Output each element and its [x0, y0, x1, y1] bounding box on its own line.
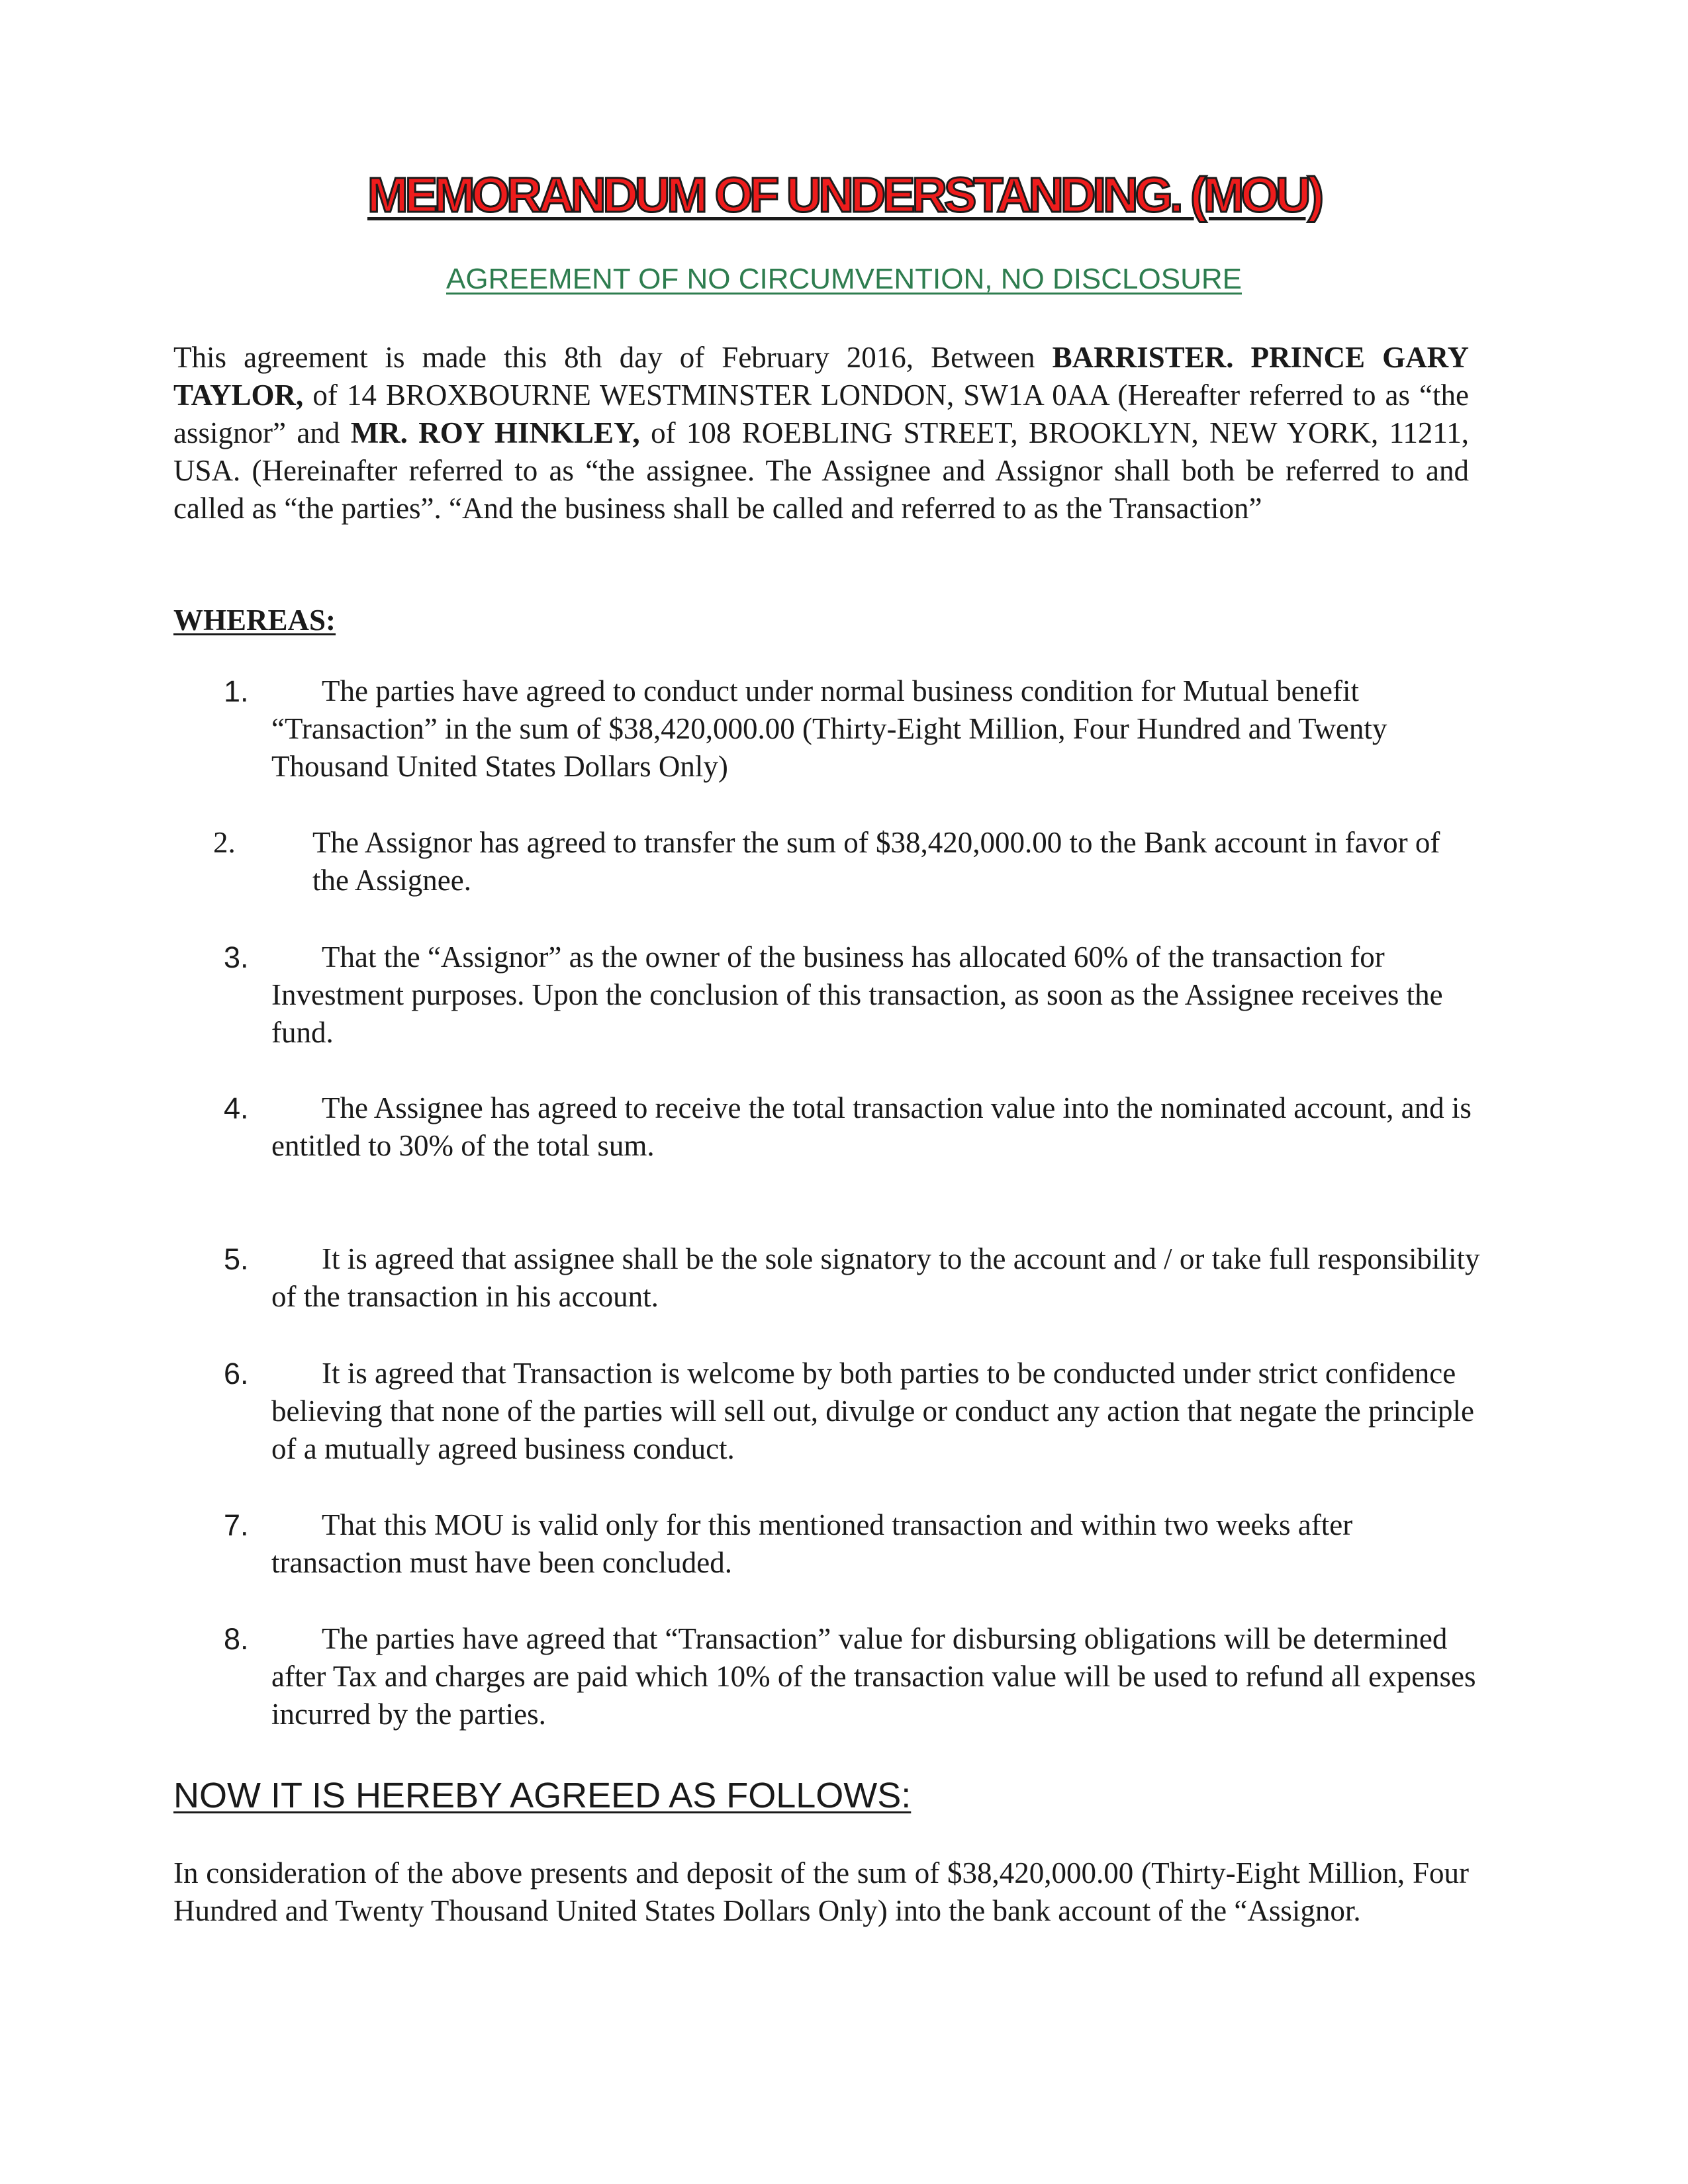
clause-text: The parties have agreed that “Transaction” value for disbursing obligations will be determined after Tax and charges are paid which 10% of the transaction value will be used to refund all expenses incurred by the parties.	[271, 1622, 1476, 1731]
clause-number: 8.	[224, 1622, 249, 1656]
clause-text: The Assignee has agreed to receive the total transaction value into the nominated account, and is entitled to 30% of the total sum.	[271, 1091, 1472, 1162]
document-subtitle: AGREEMENT OF NO CIRCUMVENTION, NO DISCLOSURE	[446, 263, 1242, 295]
intro-paragraph	[173, 339, 1469, 527]
clause-number: 7.	[224, 1508, 249, 1542]
intro-text-2: of 14 BROXBOURNE WESTMINSTER LONDON, SW1A 0AA (Hereafter referred to as “the assignor” and	[173, 379, 1469, 449]
clause-number: 4.	[224, 1091, 249, 1125]
assignee-name: MR. ROY HINKLEY,	[350, 416, 640, 449]
intro-text-1: This agreement is made this 8th day of February 2016, Between	[173, 341, 1053, 374]
assignor-name: BARRISTER. PRINCE GARY TAYLOR,	[173, 341, 1469, 412]
agreed-heading: NOW IT IS HEREBY AGREED AS FOLLOWS:	[173, 1776, 912, 1815]
closing-paragraph: In consideration of the above presents and deposit of the sum of $38,420,000.00 (Thirty-Eight Million, Four Hundred and Twenty Thousand United States Dollars Only) into the bank account of the “Assignor.	[173, 1856, 1469, 1927]
clause-number: 6.	[224, 1357, 249, 1390]
clause-text: That this MOU is valid only for this mentioned transaction and within two weeks after transaction must have been concluded.	[271, 1508, 1353, 1579]
clause-text: That the “Assignor” as the owner of the business has allocated 60% of the transaction for Investment purposes. Upon the conclusion of this transaction, as soon as the Assignee receives the fund.	[271, 940, 1443, 1049]
clause-number: 2.	[213, 826, 236, 859]
document-title: MEMORANDUM OF UNDERSTANDING. (MOU)	[367, 167, 1321, 222]
intro-text-3: of 108 ROEBLING STREET, BROOKLYN, NEW YORK, 11211, USA. (Hereinafter referred to as “the assignee. The Assignee and Assignor shall both be referred to and called as “the parties”. “And the business shall be called and referred to as the Transaction”	[173, 416, 1470, 525]
clause-number: 3.	[224, 940, 249, 974]
whereas-heading: WHEREAS:	[173, 604, 336, 637]
clause-text: It is agreed that assignee shall be the sole signatory to the account and / or take full responsibility of the transaction in his account.	[271, 1242, 1480, 1313]
clause-text: The parties have agreed to conduct under normal business condition for Mutual benefit “Transaction” in the sum of $38,420,000.00 (Thirty-Eight Million, Four Hundred and Twenty Thousand United States Dollars Only)	[271, 674, 1387, 783]
clause-number: 1.	[224, 674, 249, 708]
clause-number: 5.	[224, 1242, 249, 1276]
clause-text: It is agreed that Transaction is welcome by both parties to be conducted under strict confidence believing that none of the parties will sell out, divulge or conduct any action that negate the principle of a mutually agreed business conduct.	[271, 1357, 1474, 1465]
clause-text: The Assignor has agreed to transfer the sum of $38,420,000.00 to the Bank account in favor of the Assignee.	[312, 826, 1440, 897]
